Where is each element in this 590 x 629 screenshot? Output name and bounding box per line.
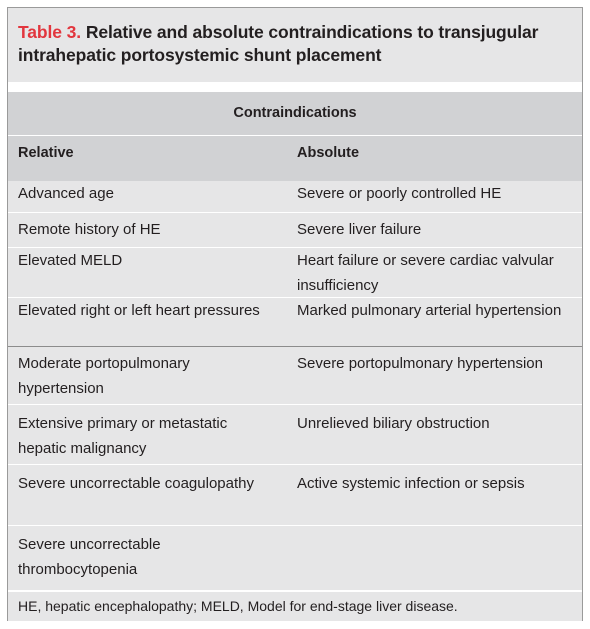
- cell-absolute: Active systemic infection or sepsis: [297, 475, 525, 492]
- cell-relative: Extensive primary or metastatic hepatic malignancy: [18, 415, 228, 457]
- cell-relative: Remote history of HE: [18, 221, 161, 238]
- table-row: [8, 405, 582, 465]
- cell-relative: Elevated right or left heart pressures: [18, 302, 260, 319]
- table-header: [8, 92, 582, 181]
- cell-relative: Severe uncorrectable thrombocytopenia: [18, 536, 161, 578]
- cell-relative: Elevated MELD: [18, 252, 123, 269]
- table-row: [8, 248, 582, 298]
- footnote: HE, hepatic encephalopathy; MELD, Model for end-stage liver disease.: [18, 598, 458, 614]
- table-row: [8, 213, 582, 248]
- table-row: [8, 465, 582, 526]
- table-row: [8, 526, 582, 590]
- cell-relative: Severe uncorrectable coagulopathy: [18, 475, 254, 492]
- column-header-relative: Relative: [18, 145, 74, 161]
- table-title: Relative and absolute contraindications to transjugular intrahepatic portosystemic shunt placement: [18, 22, 539, 65]
- table-row: [8, 181, 582, 213]
- cell-relative: Advanced age: [18, 185, 114, 202]
- table-frame: [7, 7, 583, 621]
- table-row: [8, 347, 582, 405]
- cell-absolute: Severe or poorly controlled HE: [297, 185, 502, 202]
- cell-absolute: Severe liver failure: [297, 221, 422, 238]
- table-body: [8, 181, 582, 590]
- cell-absolute: Unrelieved biliary obstruction: [297, 415, 490, 432]
- table-caption: [8, 8, 582, 82]
- header-divider: [8, 135, 582, 136]
- table-footer: [8, 592, 582, 621]
- table-label: Table 3.: [18, 22, 82, 42]
- cell-absolute: Severe portopulmonary hypertension: [297, 355, 543, 372]
- group-header: Contraindications: [233, 105, 357, 121]
- column-header-absolute: Absolute: [297, 145, 360, 161]
- cell-absolute: Heart failure or severe cardiac valvular insufficiency: [297, 252, 554, 294]
- cell-absolute: Marked pulmonary arterial hypertension: [297, 302, 562, 319]
- cell-relative: Moderate portopulmonary hypertension: [18, 355, 190, 397]
- table-row: [8, 298, 582, 347]
